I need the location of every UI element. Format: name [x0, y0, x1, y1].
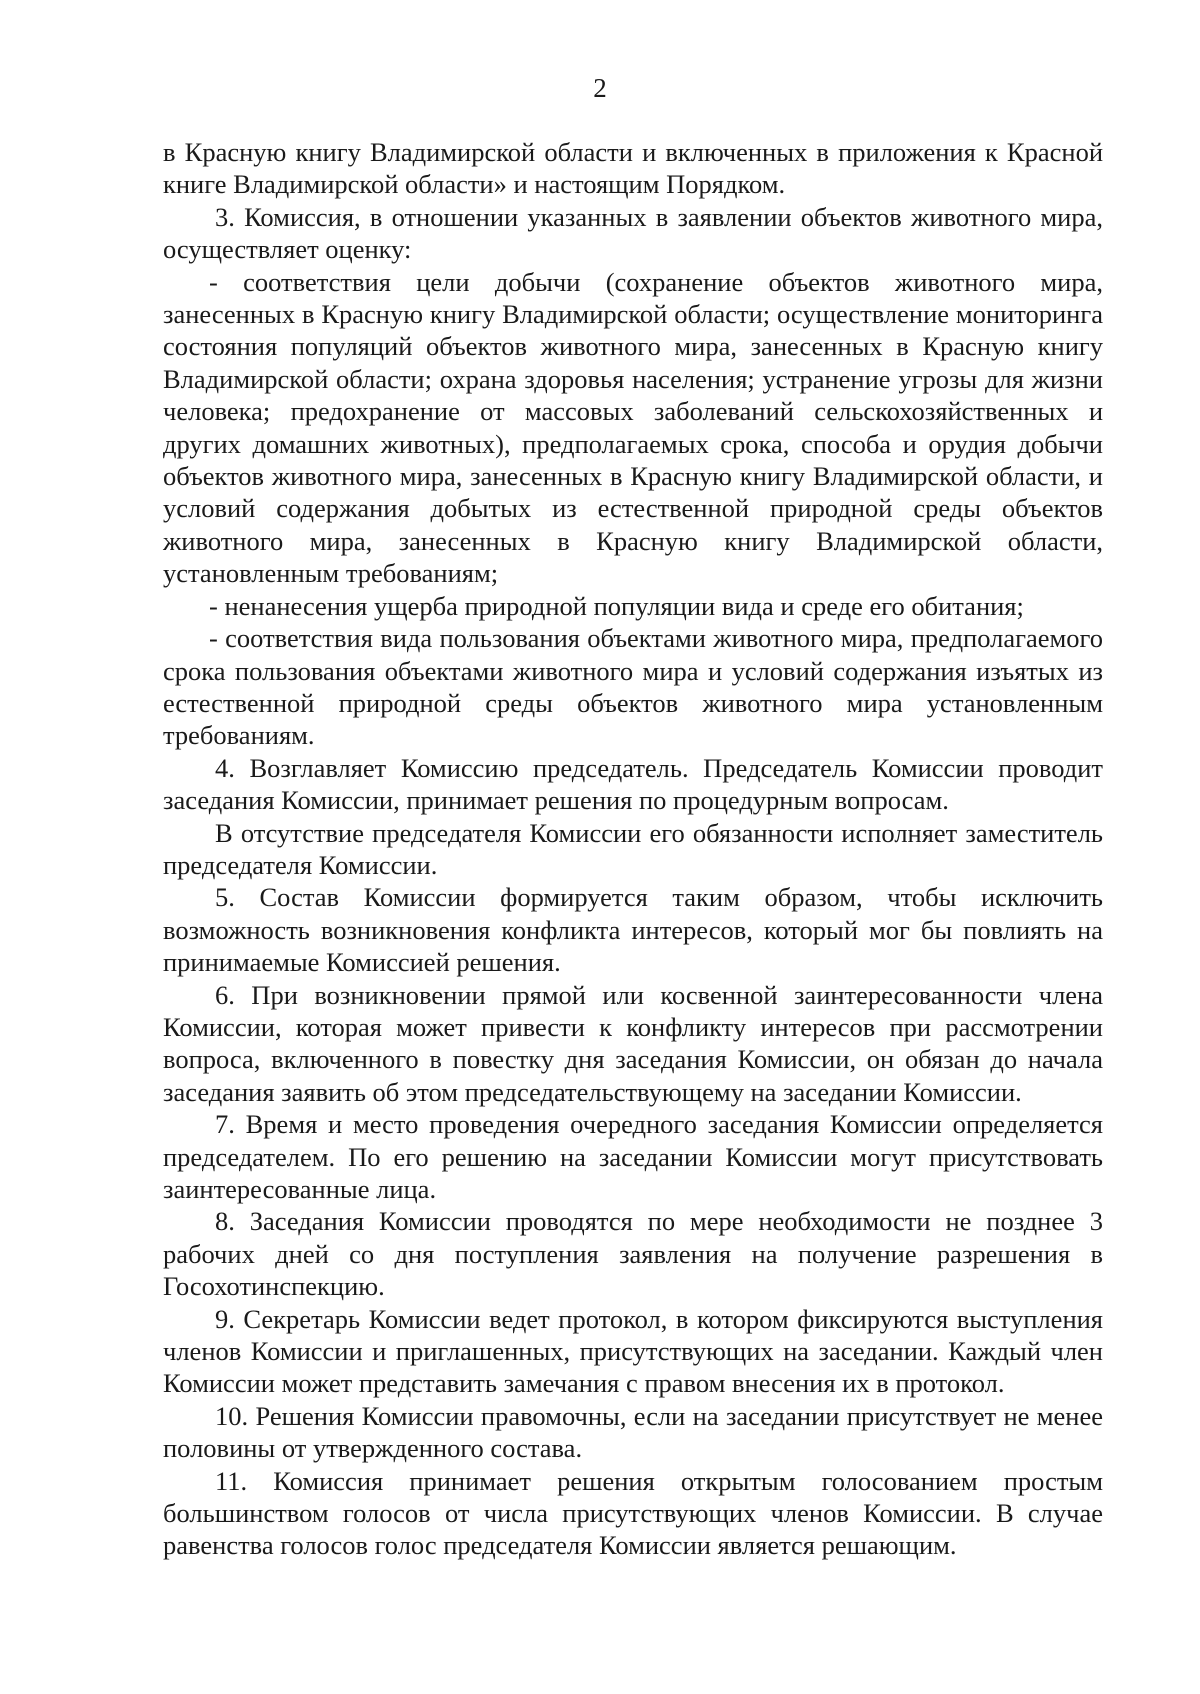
paragraph-item-8: 8. Заседания Комиссии проводятся по мере необходимости не позднее 3 рабочих дней со дня поступления заявления на получение разрешения в Госохотинспекцию.	[163, 1206, 1103, 1302]
paragraph-item-4: 4. Возглавляет Комиссию председатель. Председатель Комиссии проводит заседания Комиссии, принимает решения по процедурным вопросам.	[163, 752, 1103, 816]
paragraph-bullet-purpose: - соответствия цели добычи (сохранение объектов животного мира, занесенных в Красную книгу Владимирской области; осуществление мониторинга состояния популяций объектов животного мира, занесенных в Красную книгу Владимирской области; охрана здоровья населения; устранение угрозы для жизни человека; предохранение от массовых заболеваний сельскохозяйственных и других домашних животных), предполагаемых срока, способа и орудия добычи объектов животного мира, занесенных в Красную книгу Владимирской области, и условий содержания добытых из естественной природной среды объектов животного мира, занесенных в Красную книгу Владимирской области, установленным требованиям;	[163, 266, 1103, 589]
document-body	[163, 136, 1103, 1562]
paragraph-item-9: 9. Секретарь Комиссии ведет протокол, в котором фиксируются выступления членов Комиссии и приглашенных, присутствующих на заседании. Каждый член Комиссии может представить замечания с правом внесения их в протокол.	[163, 1303, 1103, 1399]
paragraph-bullet-no-damage: - ненанесения ущерба природной популяции вида и среде его обитания;	[209, 590, 1024, 621]
paragraph-item-11: 11. Комиссия принимает решения открытым голосованием простым большинством голосов от числа присутствующих членов Комиссии. В случае равенства голосов голос председателя Комиссии является решающим.	[163, 1465, 1103, 1561]
paragraph-bullet-usage: - соответствия вида пользования объектами животного мира, предполагаемого срока пользования объектами животного мира и условий содержания изъятых из естественной природной среды объектов животного мира установленным требованиям.	[163, 623, 1103, 751]
paragraph-item-4-deputy: В отсутствие председателя Комиссии его обязанности исполняет заместитель председателя Комиссии.	[163, 817, 1103, 880]
page-number: 2	[593, 73, 607, 103]
paragraph-item-7: 7. Время и место проведения очередного заседания Комиссии определяется председателем. По его решению на заседании Комиссии могут присутствовать заинтересованные лица.	[163, 1109, 1103, 1204]
paragraph-item-3: 3. Комиссия, в отношении указанных в заявлении объектов животного мира, осуществляет оценку:	[163, 201, 1103, 265]
paragraph-item-10: 10. Решения Комиссии правомочны, если на заседании присутствует не менее половины от утвержденного состава.	[163, 1400, 1103, 1464]
paragraph-continuation: в Красную книгу Владимирской области и включенных в приложения к Красной книге Владимирской области» и настоящим Порядком.	[163, 137, 1103, 200]
paragraph-item-5: 5. Состав Комиссии формируется таким образом, чтобы исключить возможность возникновения конфликта интересов, который мог бы повлиять на принимаемые Комиссией решения.	[163, 882, 1103, 978]
paragraph-item-6: 6. При возникновении прямой или косвенной заинтересованности члена Комиссии, которая может привести к конфликту интересов при рассмотрении вопроса, включенного в повестку дня заседания Комиссии, он обязан до начала заседания заявить об этом председательствующему на заседании Комиссии.	[163, 979, 1103, 1107]
